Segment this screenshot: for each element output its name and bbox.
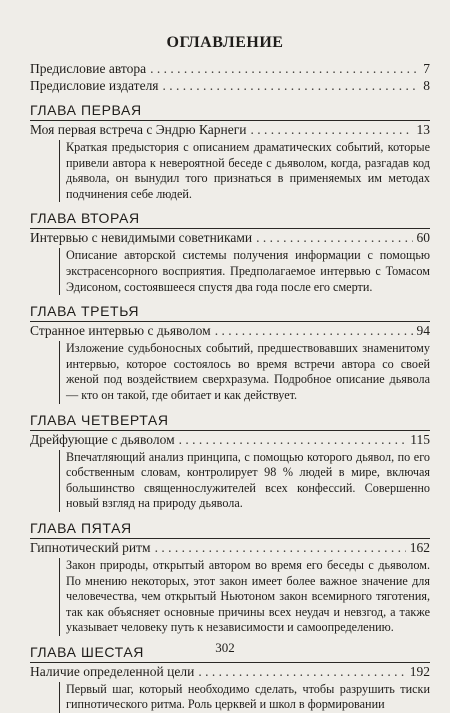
chapter-description-6: Первый шаг, который необходимо сделать, чтобы разрушить тиски гипнотического ритма. Роль церквей и школ в формировании — [59, 682, 430, 713]
toc-entry-chapter-5 — [30, 539, 430, 556]
toc-entry-publisher-preface — [30, 77, 430, 94]
entry-page: 13 — [416, 122, 430, 137]
toc-entry-chapter-2 — [30, 229, 430, 246]
entry-label: Наличие определенной цели — [30, 663, 195, 679]
chapter-heading-4: ГЛАВА ЧЕТВЕРТАЯ — [30, 412, 430, 431]
entry-label: Предисловие автора — [30, 61, 147, 76]
chapter-description-5: Закон природы, открытый автором во время его беседы с дьяволом. По мнению некоторых, этот закон имеет более важное значение для человечества, чем открытый Ньютоном закон всемирного тяготения, так как объясняет основные причины всех неудач и невзгод, а также указывает человеку путь к независимости и самоопределению. — [59, 558, 430, 636]
entry-page: 8 — [423, 78, 430, 93]
toc-entry-chapter-1 — [30, 121, 430, 138]
entry-page: 192 — [409, 663, 430, 679]
entry-page: 60 — [416, 230, 430, 246]
leader-dots — [163, 77, 420, 94]
chapter-heading-5: ГЛАВА ПЯТАЯ — [30, 520, 430, 539]
leader-dots — [256, 229, 412, 246]
entry-page: 94 — [416, 323, 430, 339]
leader-dots — [155, 539, 406, 556]
entry-page: 115 — [410, 431, 430, 447]
entry-label: Предисловие издателя — [30, 78, 159, 93]
page-title: ОГЛАВЛЕНИЕ — [166, 34, 284, 51]
toc-entry-author-preface — [30, 60, 430, 77]
toc-entry-chapter-3 — [30, 322, 430, 339]
toc-entry-chapter-6 — [30, 663, 430, 680]
chapter-description-2: Описание авторской системы получения информации с помощью экстрасенсорного восприятия. Предполагаемое интервью с Томасом Эдисоном, состоявшееся спустя два года после его смерти. — [59, 248, 430, 295]
leader-dots — [150, 60, 419, 77]
entry-page: 7 — [423, 61, 430, 76]
leader-dots — [215, 322, 413, 339]
chapter-description-4: Впечатляющий анализ принципа, с помощью которого дьявол, по его собственным словам, контролирует 98 % людей в мире, включая большинство священнослужителей всех конфессий. Совершенно новый взгляд на природу дьявола. — [59, 450, 430, 512]
entry-label: Гипнотический ритм — [30, 539, 151, 555]
chapter-heading-6: ГЛАВА ШЕСТАЯ — [30, 644, 430, 663]
leader-dots — [179, 431, 407, 448]
chapter-description-3: Изложение судьбоносных событий, предшествовавших знаменитому интервью, которое состоялось во время встречи автора со своей женой под воздействием сверхразума. Подробное описание дьявола — кто он такой, где обитает и как действует. — [59, 341, 430, 403]
leader-dots — [198, 663, 405, 680]
entry-label: Дрейфующие с дьяволом — [30, 431, 175, 447]
chapter-heading-3: ГЛАВА ТРЕТЬЯ — [30, 303, 430, 322]
page-number: 302 — [215, 640, 235, 655]
chapter-description-1: Краткая предыстория с описанием драматических событий, которые привели автора к невероятной беседе с дьяволом, когда, разгадав код дьявола, он вынудил того признаться в применяемых им методах подчинения себе людей. — [59, 140, 430, 202]
entry-page: 162 — [409, 539, 430, 555]
entry-label: Интервью с невидимыми советниками — [30, 230, 253, 246]
chapter-heading-2: ГЛАВА ВТОРАЯ — [30, 210, 430, 229]
leader-dots — [251, 121, 413, 138]
entry-label: Моя первая встреча с Эндрю Карнеги — [30, 122, 247, 137]
toc-entry-chapter-4 — [30, 431, 430, 448]
entry-label: Странное интервью с дьяволом — [30, 323, 211, 339]
table-of-contents — [30, 60, 430, 713]
chapter-heading-1: ГЛАВА ПЕРВАЯ — [30, 102, 430, 121]
